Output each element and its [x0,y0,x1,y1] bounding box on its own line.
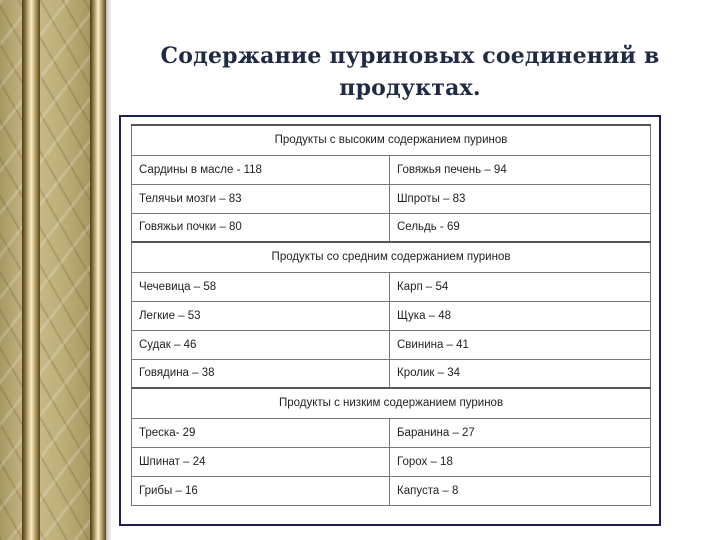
table-row [132,418,651,447]
decorative-border-shadow [106,0,112,540]
table-row [132,359,651,388]
table-cell: Сельдь - 69 [390,213,651,242]
table-row [132,184,651,213]
table-cell: Телячьи мозги – 83 [132,184,390,213]
table-cell: Судак – 46 [132,330,390,359]
table-row [132,330,651,359]
table-row [132,476,651,505]
table-row [132,301,651,330]
section-heading-medium: Продукты со средним содержанием пуринов [132,242,651,272]
table-cell: Свинина – 41 [390,330,651,359]
table-cell: Грибы – 16 [132,476,390,505]
table-cell: Шпроты – 83 [390,184,651,213]
table-cell: Говядина – 38 [132,359,390,388]
table-cell: Капуста – 8 [390,476,651,505]
table-cell: Горох – 18 [390,447,651,476]
decorative-marble-border [0,0,104,540]
table-cell: Говяжья печень – 94 [390,155,651,184]
table-cell: Треска- 29 [132,418,390,447]
section-heading-low: Продукты с низким содержанием пуринов [132,388,651,418]
table-cell: Щука – 48 [390,301,651,330]
table-cell: Чечевица – 58 [132,272,390,301]
section-header-row [132,242,651,272]
slide-title: Содержание пуриновых соединений в продуктах. [160,43,660,101]
decorative-gold-pillar-left [22,0,40,540]
decorative-gold-pillar-right [90,0,106,540]
table-cell: Кролик – 34 [390,359,651,388]
section-header-row [132,125,651,155]
table-row [132,447,651,476]
table-row [132,213,651,242]
table-cell: Говяжьи почки – 80 [132,213,390,242]
purine-content-table [131,124,651,506]
table-cell: Карп – 54 [390,272,651,301]
section-heading-high: Продукты с высоким содержанием пуринов [132,125,651,155]
section-header-row [132,388,651,418]
table-row [132,272,651,301]
table-cell: Сардины в масле - 118 [132,155,390,184]
table-cell: Шпинат – 24 [132,447,390,476]
table-cell: Баранина – 27 [390,418,651,447]
table-cell: Легкие – 53 [132,301,390,330]
table-row [132,155,651,184]
